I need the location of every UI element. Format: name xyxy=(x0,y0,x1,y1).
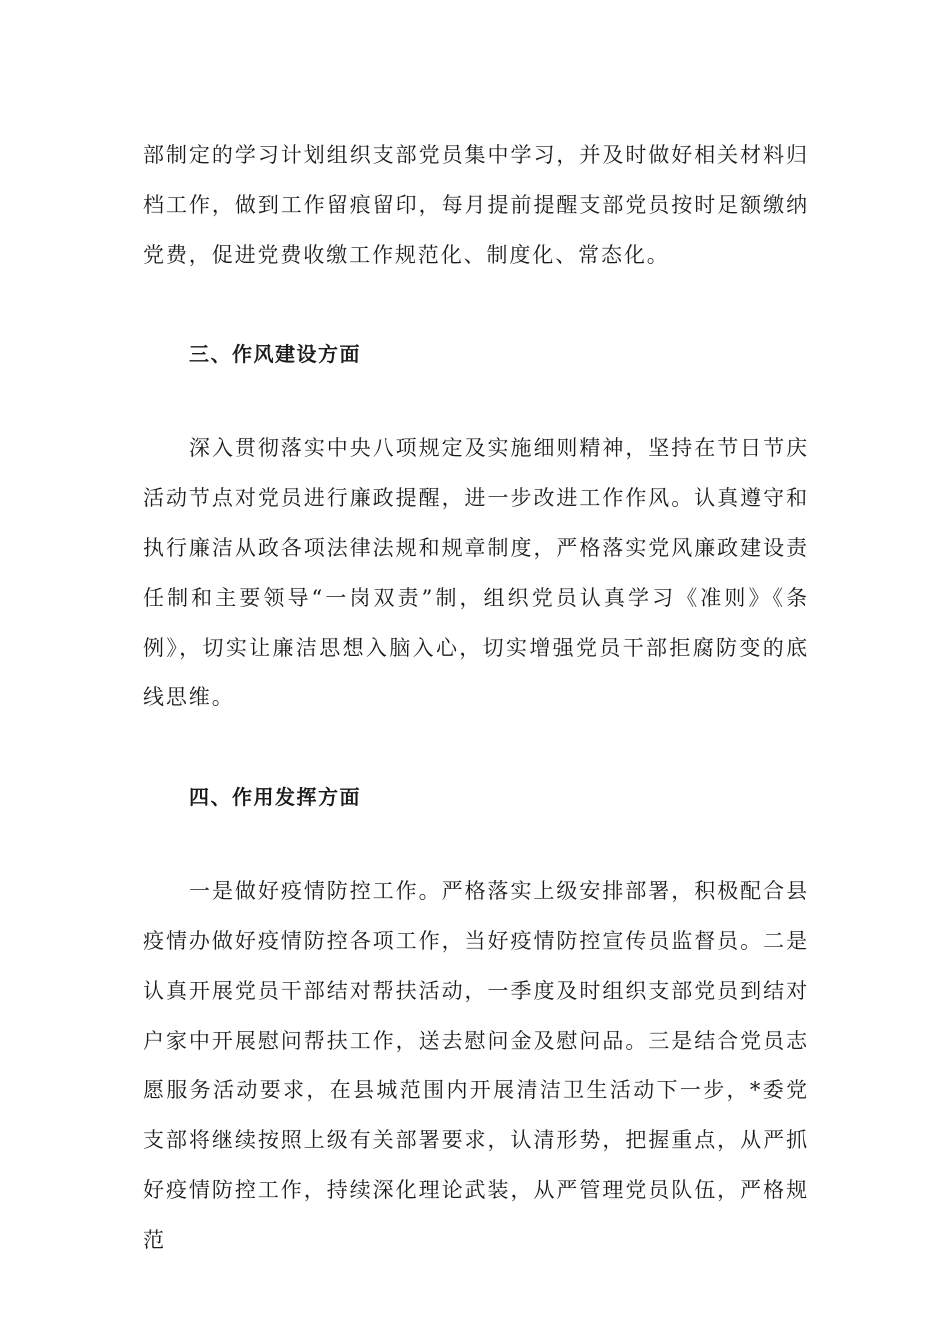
paragraph-role: 一是做好疫情防控工作。严格落实上级安排部署，积极配合县疫情办做好疫情防控各项工作，当好疫情防控宣传员监督员。二是认真开展党员干部结对帮扶活动，一季度及时组织支部党员到结对户家中开展慰问帮扶工作，送去慰问金及慰问品。三是结合党员志愿服务活动要求，在县城范围内开展清洁卫生活动下一步，*委党支部将继续按照上级有关部署要求，认清形势，把握重点，从严抓好疫情防控工作，持续深化理论武装，从严管理党员队伍，严格规范 xyxy=(143,879,809,1252)
section-heading-role: 四、作用发挥方面 xyxy=(189,785,361,810)
spacer xyxy=(143,723,809,777)
spacer xyxy=(143,280,809,334)
section-heading-work-style: 三、作风建设方面 xyxy=(189,342,361,367)
spacer xyxy=(143,817,809,867)
spacer xyxy=(143,374,809,424)
paragraph-party-dues: 部制定的学习计划组织支部党员集中学习，并及时做好相关材料归档工作，做到工作留痕留印，每月提前提醒支部党员按时足额缴纳党费，促进党费收缴工作规范化、制度化、常态化。 xyxy=(143,143,809,267)
paragraph-work-style: 深入贯彻落实中央八项规定及实施细则精神，坚持在节日节庆活动节点对党员进行廉政提醒，进一步改进工作作风。认真遵守和执行廉洁从政各项法律法规和规章制度，严格落实党风廉政建设责任制和主要领导“一岗双责”制，组织党员认真学习《准则》《条例》，切实让廉洁思想入脑入心，切实增强党员干部拒腐防变的底线思维。 xyxy=(143,436,809,710)
document-body xyxy=(143,131,809,1266)
